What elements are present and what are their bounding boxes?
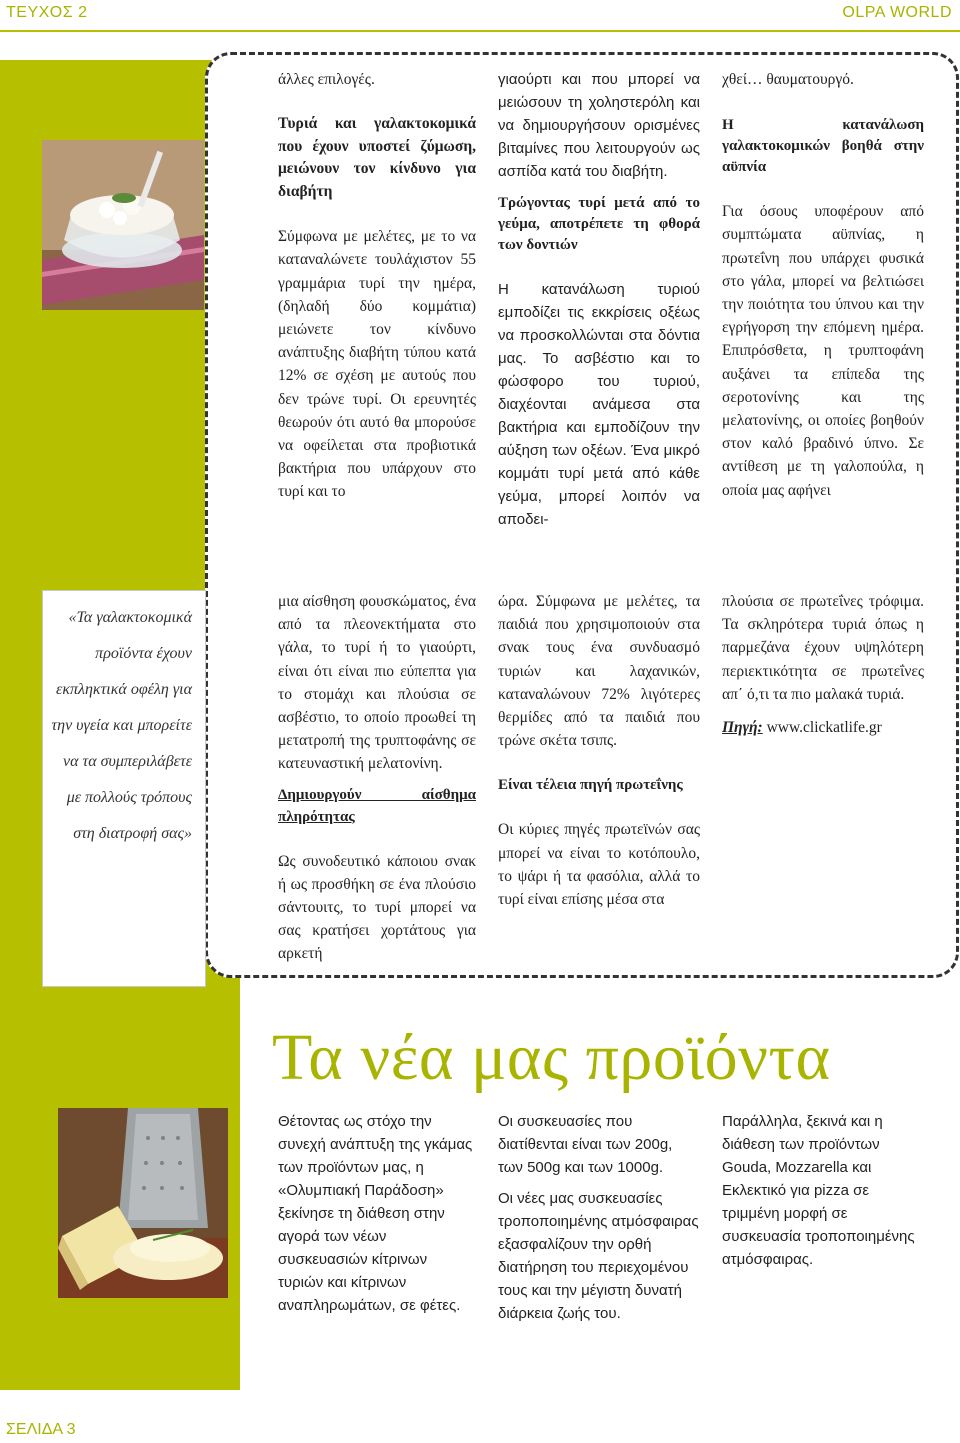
col5-body: ώρα. Σύμφωνα με μελέτες, τα παιδιά που χρησιμοποιούν στα σνακ τους ένα συνδυασμό τυριών και λαχανικών, καταναλώνουν 72% λιγότερες θερμίδες από τα παιδιά που τρώνε σκέτα τσιπς. <box>498 593 700 750</box>
products-column-1 <box>278 1110 476 1317</box>
col5-heading: Είναι τέλεια πηγή πρωτεΐνης <box>498 777 683 794</box>
grated-cheese-photo <box>58 1108 228 1298</box>
products-col2-p2: Οι νέες μας συσκευασίες τροποποιημένης ατμόσφαιρας εξασφαλίζουν την ορθή διατήρηση του περιεχομένου τους και την μέγιστη δυνατή διάρκεια ζωής του. <box>498 1190 699 1322</box>
grated-cheese-illustration <box>58 1108 228 1298</box>
col3-lead: χθεί… θαυματουργό. <box>722 71 854 88</box>
col1-heading: Τυριά και γαλακτοκομικά που έχουν υποστεί ζύμωση, μειώνουν τον κίνδυνο για διαβήτη <box>278 115 476 200</box>
products-column-2 <box>498 1110 700 1325</box>
pull-quote: «Τα γαλακτοκομικά προϊόντα έχουν εκπληκτικά οφέλη για την υγεία και μπορείτε να τα συμπεριλάβετε με πολλούς τρόπους στη διατροφή σας» <box>51 609 192 842</box>
article-column-2 <box>498 68 700 531</box>
source-line <box>722 716 924 739</box>
cottage-cheese-photo <box>42 140 204 310</box>
products-col3: Παράλληλα, ξεκινά και η διάθεση των προϊόντων Gouda, Mozzarella και Εκλεκτικό για pizza σε τριμμένη μορφή σε συσκευασία τροποποιημένης ατμόσφαιρας. <box>722 1113 915 1268</box>
col2-body2: Η κατανάλωση τυριού εμποδίζει τις εκκρίσεις οξέως να προσκολλώνται στα δόντια μας. Το ασβέστιο και το φώσφορο του τυριού, διαχέονται ανάμεσα στα βακτήρια και εμποδίζουν την αύξηση των οξέων. Ένα μικρό κομμάτι τυρί μετά από κάθε γεύμα, μπορεί λοιπόν να αποδει- <box>498 281 700 528</box>
col4-body2: Ως συνοδευτικό κάποιου σνακ ή ως προσθήκη σε ένα πλούσιο σάντουιτς, το τυρί μπορεί να σας κρατήσει χορτάτους για αρκετή <box>278 852 476 963</box>
col4-heading: Δημιουργούν αίσθημα πληρότητας <box>278 786 476 825</box>
page-number: ΣΕΛΙΔΑ 3 <box>6 1421 76 1438</box>
products-col2-p1: Οι συσκευασίες που διατίθενται είναι των 200g, των 500g και των 1000g. <box>498 1113 673 1176</box>
publication-name: OLPA WORLD <box>842 4 952 21</box>
col6-body: πλούσια σε πρωτεΐνες τρόφιμα. Τα σκληρότερα τυριά όπως η παρμεζάνα έχουν υψηλότερη περιεκτικότητα σε πρωτεΐνες απ΄ ό,τι τα πιο μαλακά τυριά. <box>722 593 924 703</box>
products-column-3 <box>722 1110 922 1271</box>
article-column-5 <box>498 590 700 911</box>
products-col1: Θέτοντας ως στόχο την συνεχή ανάπτυξη της γκάμας των προϊόντων μας, η «Ολυμπιακή Παράδοση» ξεκίνησε τη διάθεση στην αγορά των νέων συσκευασιών κίτρινων τυριών και κίτρινων αναπληρωμάτων, σε φέτες. <box>278 1113 473 1314</box>
col3-body: Για όσους υποφέρουν από συμπτώματα αϋπνίας, η πρωτεΐνη που υπάρχει φυσικά στο γάλα, μπορεί να βελτιώσει την ποιότητα του ύπνου και την εγρήγορση την επόμενη ημέρα. Επιπρόσθετα, η τρυπτοφάνη αυξάνει τα επίπεδα της σεροτονίνης και της μελατονίνης, οι οποίες βοηθούν στον καλό βραδινό ύπνο. Σε αντίθεση με τη γαλοπούλα, η οποία μας αφήνει <box>722 203 924 499</box>
col1-body: Σύμφωνα με μελέτες, με το να καταναλώνετε τουλάχιστον 55 γραμμάρια τυρί την ημέρα, (δηλαδή δύο κομμάτια) μειώνετε τον κίνδυνο ανάπτυξης διαβήτη τύπου κατά 12% σε σχέση με αυτούς που δεν τρώνε τυρί. Οι ερευνητές θεωρούν ότι αυτό θα μπορούσε να οφείλεται στα προβιοτικά βακτήρια που υπάρχουν στο τυρί και το <box>278 228 476 501</box>
article-column-4 <box>278 590 476 966</box>
source-label: Πηγή: <box>722 719 763 737</box>
source-link[interactable]: www.clickatlife.gr <box>762 719 882 737</box>
col2-heading: Τρώγοντας τυρί μετά από το γεύμα, αποτρέπετε τη φθορά των δοντιών <box>498 195 700 253</box>
article-column-6 <box>722 590 924 739</box>
article-column-1 <box>278 68 476 504</box>
col1-lead: άλλες επιλογές. <box>278 71 375 88</box>
header-rule <box>0 30 960 32</box>
col4-body: μια αίσθηση φουσκώματος, ένα από τα πλεονεκτήματα στο γάλα, το τυρί ή το γιαούρτι, είναι ότι είναι πιο εύπεπτα για το στομάχι και πλούσια σε ασβέστιο, το οποίο προωθεί τη μετατροπή της τρυπτοφάνης σε κατευναστική μελατονίνη. <box>278 593 476 773</box>
products-title: Τα νέα μας προϊόντα <box>272 1021 831 1094</box>
issue-label: ΤΕΥΧΟΣ 2 <box>6 4 88 21</box>
article-column-3 <box>722 68 924 502</box>
col5-body2: Οι κύριες πηγές πρωτεϊνών σας μπορεί να είναι το κοτόπουλο, το ψάρι ή τα φασόλια, αλλά το τυρί είναι επίσης μέσα στα <box>498 821 700 909</box>
col2-body1: γιαούρτι και που μπορεί να μειώσουν τη χοληστερόλη και να δημιουργήσουν ορισμένες βιταμίνες που λειτουργούν ως ασπίδα κατά του διαβήτη. <box>498 71 700 180</box>
col3-heading: Η κατανάλωση γαλακτοκομικών βοηθά στην αϋπνία <box>722 117 924 176</box>
cottage-cheese-illustration <box>42 140 204 310</box>
